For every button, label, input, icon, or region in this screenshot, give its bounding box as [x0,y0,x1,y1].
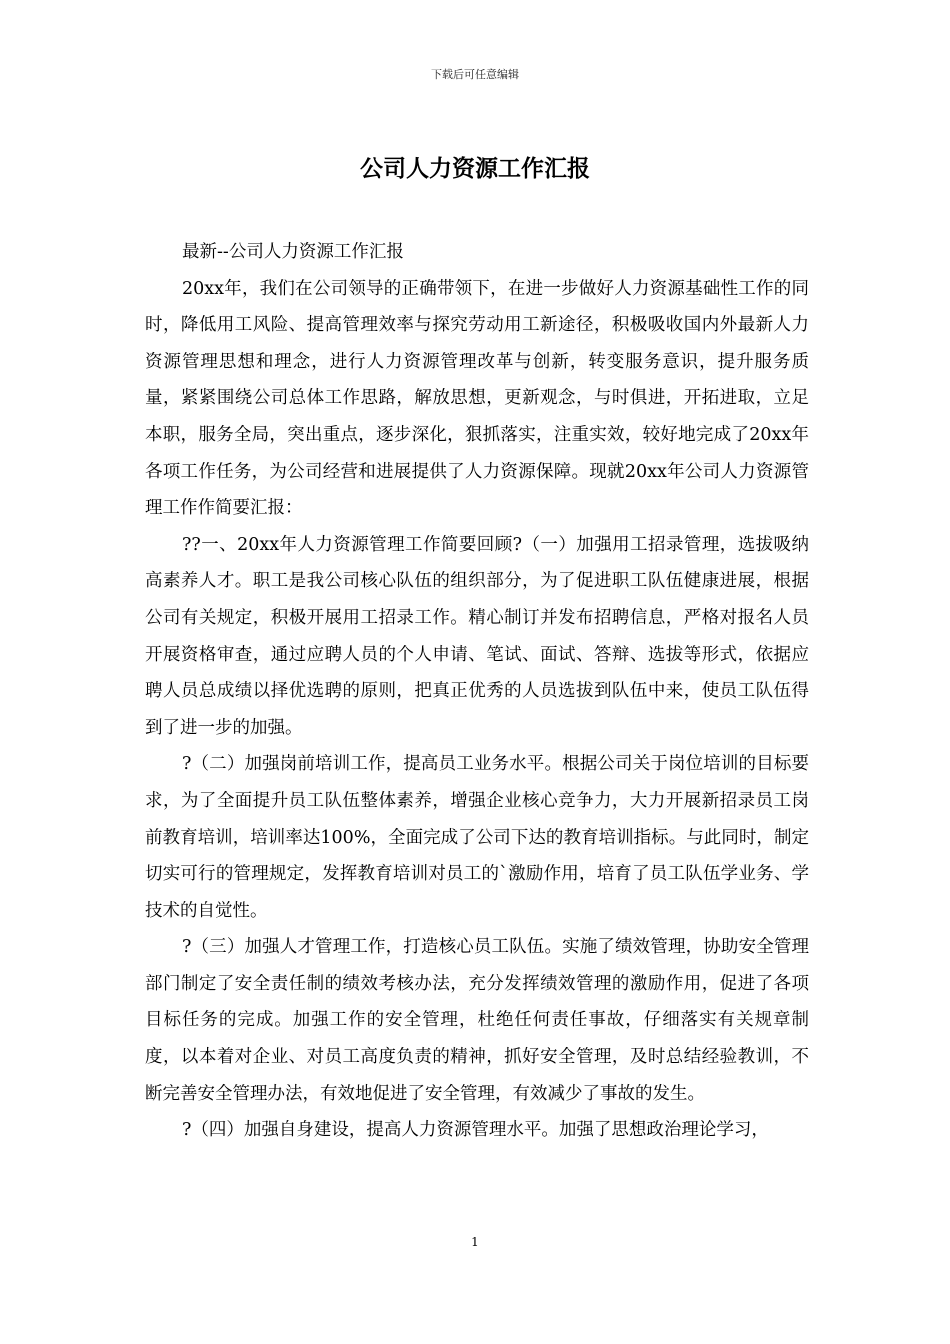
document-body [145,234,809,1149]
paragraph-section-1: ??一、20xx年人力资源管理工作简要回顾?（一）加强用工招录管理，选拔吸纳高素养人才。职工是我公司核心队伍的组织部分，为了促进职工队伍健康进展，根据公司有关规定，积极开展用工招录工作。精心制订并发布招聘信息，严格对报名人员开展资格审查，通过应聘人员的个人申请、笔试、面试、答辩、选拔等形式，依据应聘人员总成绩以择优选聘的原则，把真正优秀的人员选拔到队伍中来，使员工队伍得到了进一步的加强。 [145,534,809,738]
document-title: 公司人力资源工作汇报 [360,156,590,182]
paragraph-subtitle: 最新--公司人力资源工作汇报 [182,242,404,262]
page-number: 1 [471,1235,479,1249]
paragraph-intro: 20xx年，我们在公司领导的正确带领下，在进一步做好人力资源基础性工作的同时，降低用工风险、提高管理效率与探究劳动用工新途径，积极吸收国内外最新人力资源管理思想和理念，进行人力资源管理改革与创新，转变服务意识，提升服务质量，紧紧围绕公司总体工作思路，解放思想，更新观念，与时俱进，开拓进取，立足本职，服务全局，突出重点，逐步深化，狠抓落实，注重实效，较好地完成了20xx年各项工作任务，为公司经营和进展提供了人力资源保障。现就20xx年公司人力资源管理工作作简要汇报： [145,278,809,519]
paragraph-section-4: ?（四）加强自身建设，提高人力资源管理水平。加强了思想政治理论学习， [182,1120,769,1141]
page-header-note: 下载后可任意编辑 [431,68,519,81]
paragraph-section-3: ?（三）加强人才管理工作，打造核心员工队伍。实施了绩效管理，协助安全管理部门制定了安全责任制的绩效考核办法，充分发挥绩效管理的激励作用，促进了各项目标任务的完成。加强工作的安全管理，杜绝任何责任事故，仔细落实有关规章制度，以本着对企业、对员工高度负责的精神，抓好安全管理，及时总结经验教训，不断完善安全管理办法，有效地促进了安全管理，有效减少了事故的发生。 [145,937,809,1104]
paragraph-section-2: ?（二）加强岗前培训工作，提高员工业务水平。根据公司关于岗位培训的目标要求，为了全面提升员工队伍整体素养，增强企业核心竞争力，大力开展新招录员工岗前教育培训，培训率达100%，全面完成了公司下达的教育培训指标。与此同时，制定切实可行的管理规定，发挥教育培训对员工的`激励作用，培育了员工队伍学业务、学技术的自觉性。 [145,754,809,921]
